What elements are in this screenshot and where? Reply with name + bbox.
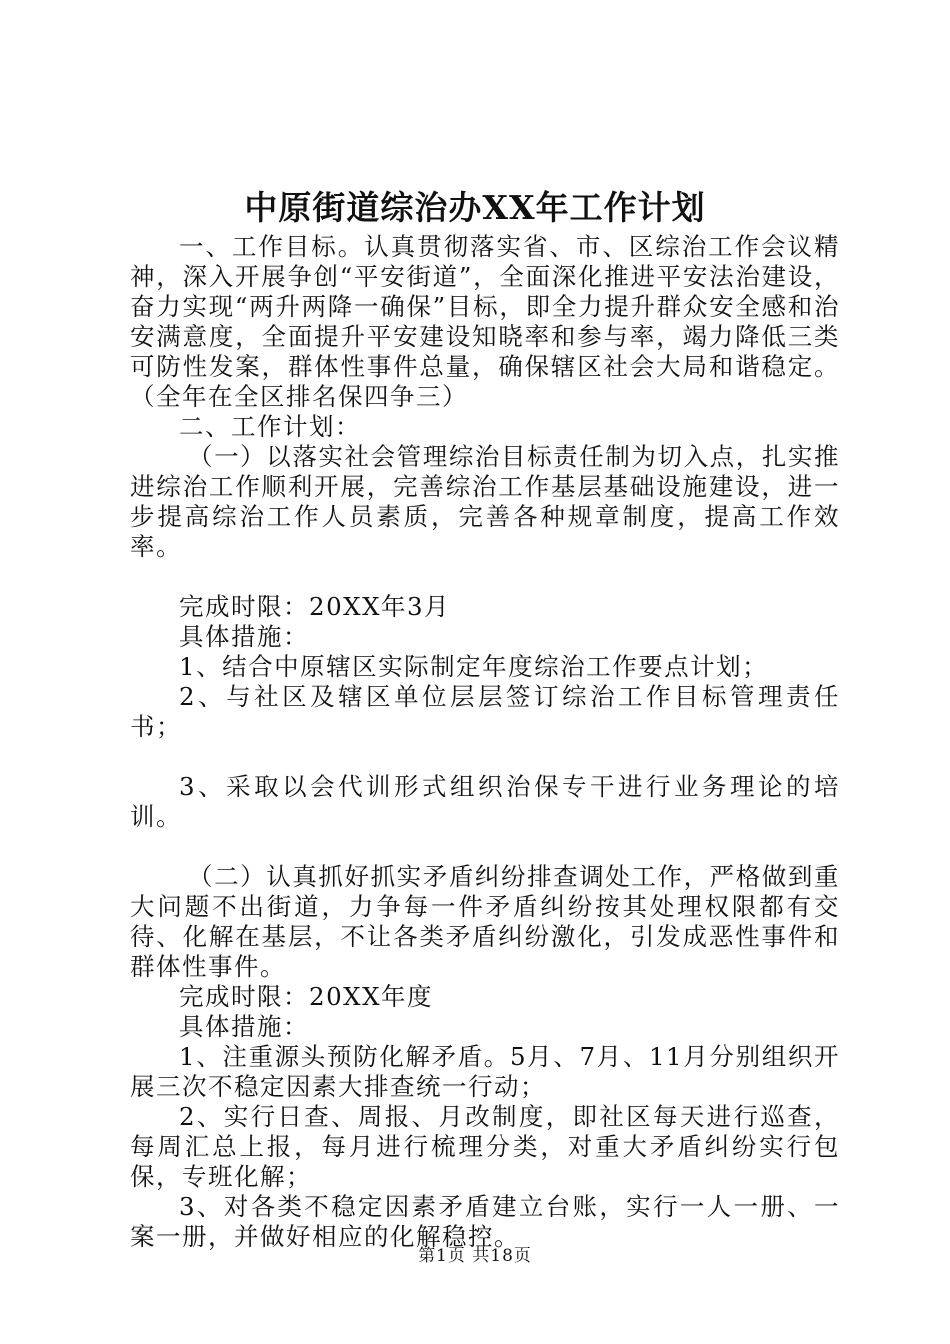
paragraph-measure-1-3: 3、采取以会代训形式组织治保专干进行业务理论的培训。 (130, 772, 840, 831)
paragraph-work-goal: 一、工作目标。认真贯彻落实省、市、区综治工作会议精神，深入开展争创“平安街道”，全面深化推进平安法治建设，奋力实现“两升两降一确保”目标，即全力提升群众安全感和治安满意度，全面提升平安建设知晓率和参与率，竭力降低三类可防性发案，群体性事件总量，确保辖区社会大局和谐稳定。（全年在全区排名保四争三） (130, 232, 840, 411)
paragraph-measures-heading-2: 具体措施： (179, 1012, 309, 1041)
document-title: 中原街道综治办XX年工作计划 (244, 188, 706, 227)
paragraph-measure-2-3: 3、对各类不稳定因素矛盾建立台账，实行一人一册、一案一册，并做好相应的化解稳控。 (130, 1192, 840, 1251)
paragraph-plan-item-2: （二）认真抓好抓实矛盾纠纷排查调处工作，严格做到重大问题不出街道，力争每一件矛盾纠纷按其处理权限都有交待、化解在基层，不让各类矛盾纠纷激化，引发成恶性事件和群体性事件。 (130, 862, 840, 981)
paragraph-measure-2-2: 2、实行日查、周报、月改制度，即社区每天进行巡查，每周汇总上报，每月进行梳理分类，对重大矛盾纠纷实行包保，专班化解； (130, 1102, 840, 1191)
page-number-footer: 第1页 共18页 (418, 1246, 532, 1266)
paragraph-measure-1-1: 1、结合中原辖区实际制定年度综治工作要点计划； (179, 652, 769, 681)
paragraph-measure-2-1: 1、注重源头预防化解矛盾。5月、7月、11月分别组织开展三次不稳定因素大排查统一行动； (130, 1042, 840, 1101)
paragraph-measures-heading-1: 具体措施： (179, 622, 309, 651)
paragraph-deadline-2: 完成时限：20XX年度 (179, 982, 434, 1011)
document-body (130, 232, 840, 1252)
paragraph-work-plan-heading: 二、工作计划： (179, 412, 361, 441)
paragraph-measure-1-2: 2、与社区及辖区单位层层签订综治工作目标管理责任书； (130, 682, 840, 741)
spacer (130, 742, 840, 772)
paragraph-plan-item-1: （一）以落实社会管理综治目标责任制为切入点，扎实推进综治工作顺利开展，完善综治工作基层基础设施建设，进一步提高综治工作人员素质，完善各种规章制度，提高工作效率。 (130, 442, 840, 561)
paragraph-deadline-1: 完成时限：20XX年3月 (179, 592, 451, 621)
spacer (130, 562, 840, 592)
spacer (130, 832, 840, 862)
